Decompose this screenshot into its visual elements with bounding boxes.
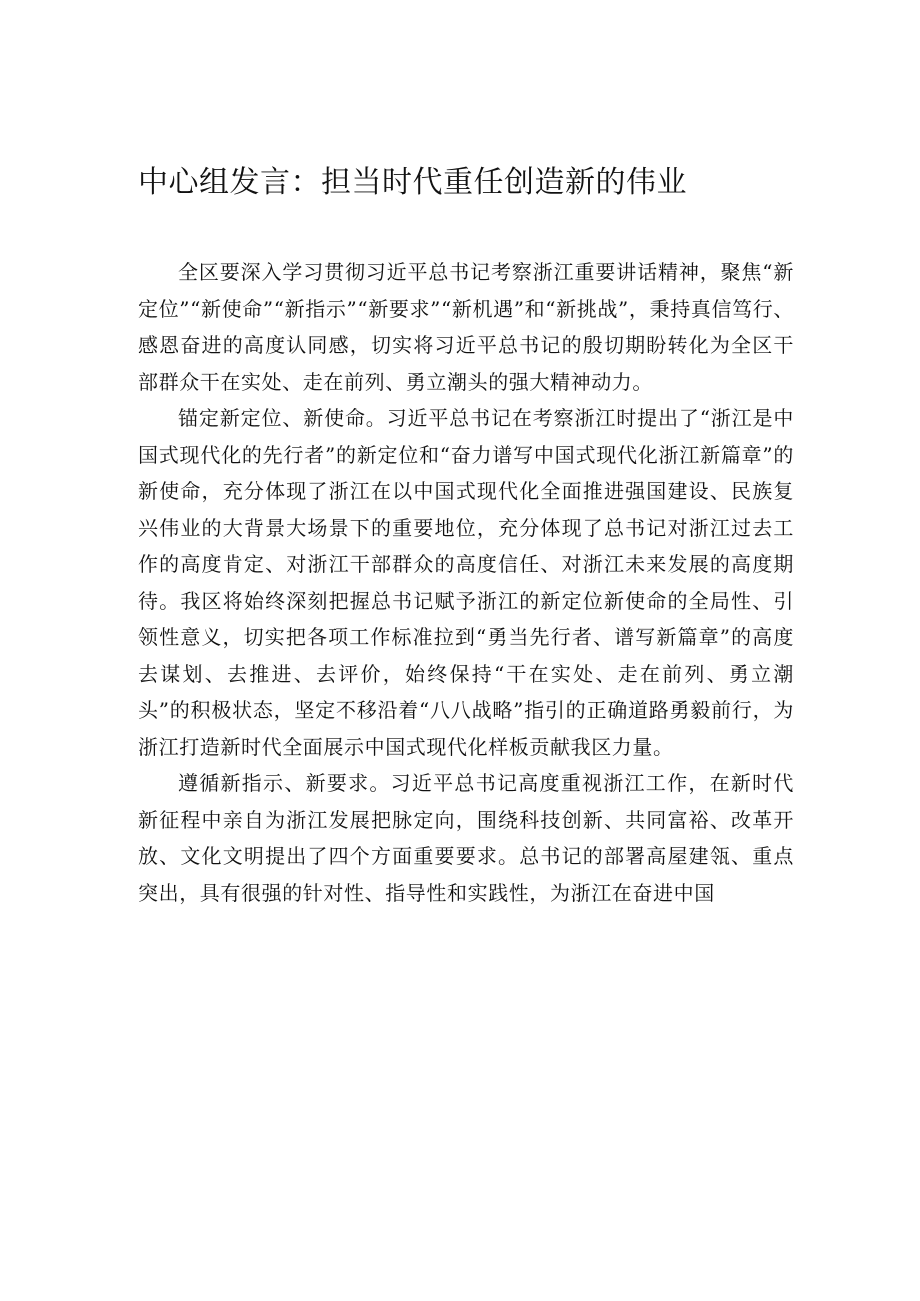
paragraph-new-positioning: 锚定新定位、新使命。习近平总书记在考察浙江时提出了“浙江是中国式现代化的先行者”的新定位和“奋力谱写中国式现代化浙江新篇章”的新使命，充分体现了浙江在以中国式现代化全面推进强国建设、民族复兴伟业的大背景大场景下的重要地位，充分体现了总书记对浙江过去工作的高度肯定、对浙江干部群众的高度信任、对浙江未来发展的高度期待。我区将始终深刻把握总书记赋予浙江的新定位新使命的全局性、引领性意义，切实把各项工作标准拉到“勇当先行者、谱写新篇章”的高度去谋划、去推进、去评价，始终保持“干在实处、走在前列、勇立潮头”的积极状态，坚定不移沿着“八八战略”指引的正确道路勇毅前行，为浙江打造新时代全面展示中国式现代化样板贡献我区力量。 [138, 406, 794, 759]
paragraph-intro: 全区要深入学习贯彻习近平总书记考察浙江重要讲话精神，聚焦“新定位”“新使命”“新指示”“新要求”“新机遇”和“新挑战”，秉持真信笃行、感恩奋进的高度认同感，切实将习近平总书记的殷切期盼转化为全区干部群众干在实处、走在前列、勇立潮头的强大精神动力。 [138, 260, 794, 394]
document-title: 中心组发言：担当时代重任创造新的伟业 [138, 165, 687, 200]
paragraph-new-instructions: 遵循新指示、新要求。习近平总书记高度重视浙江工作，在新时代新征程中亲自为浙江发展把脉定向，围绕科技创新、共同富裕、改革开放、文化文明提出了四个方面重要要求。总书记的部署高屋建瓴、重点突出，具有很强的针对性、指导性和实践性，为浙江在奋进中国 [138, 771, 794, 905]
document-body [138, 254, 794, 911]
